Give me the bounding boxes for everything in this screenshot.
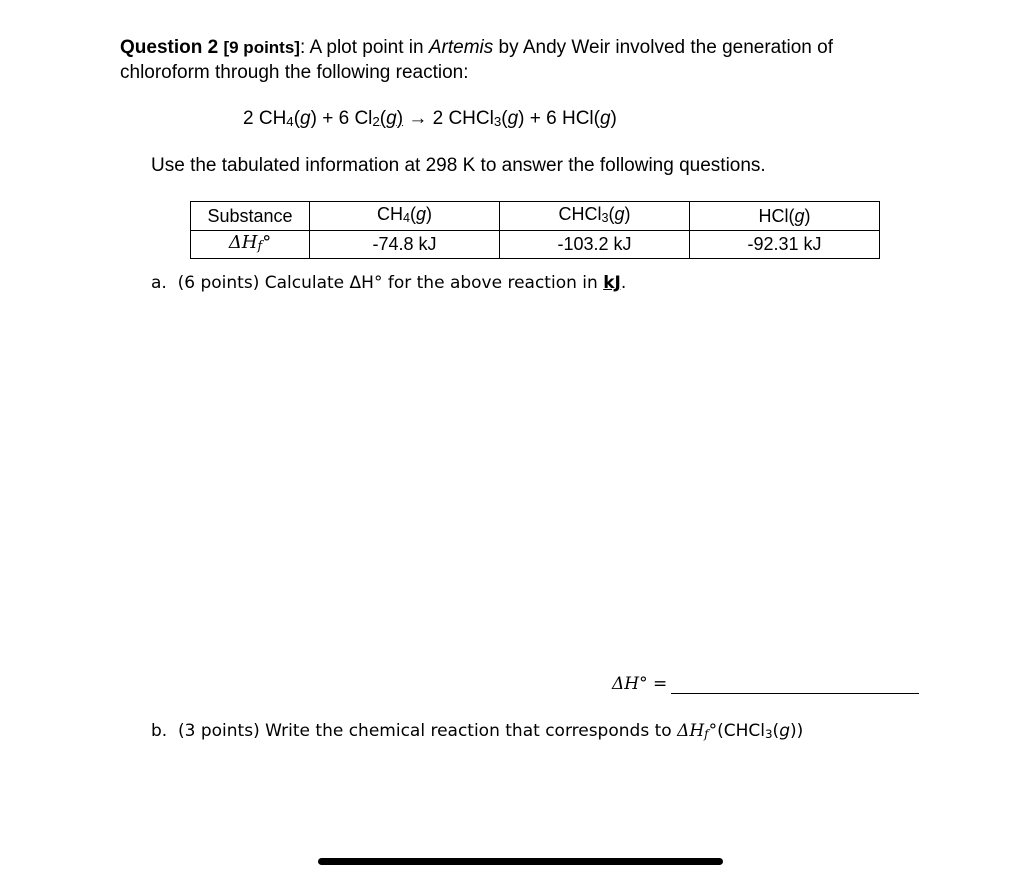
header-chcl3: CHCl$_3$(g) [500,202,690,231]
answer-label: ΔH° = [612,674,668,694]
chemical-equation: 2 $CH_4(g) + 6$ $Cl_2(g) \to 2$ CHCl$_3$(g) + 6 HCl(g) [243,108,617,129]
product-chcl3: 2 CHCl [432,108,494,129]
reactant-ch4: 2 CH [243,108,287,129]
part-a-question [151,273,626,293]
home-indicator-bar[interactable] [318,858,723,865]
reaction-arrow: → [408,108,428,129]
phase-g: g [300,108,311,129]
value-chcl3: -103.2 kJ [500,230,690,258]
header-substance: Substance [191,202,310,231]
instructions-text: Use the tabulated information at 298 K to answer the following questions. [151,155,766,176]
cl2-subscript: 2 [372,113,380,129]
header-hcl: HCl(g) [690,202,880,231]
value-ch4: -74.8 kJ [310,230,500,258]
phase-g: g [386,108,397,129]
table-value-row [191,230,880,258]
enthalpy-table [190,201,880,259]
value-hcl: -92.31 kJ [690,230,880,258]
reactant-cl2: 6 Cl [338,108,373,129]
part-a-marker: a. [151,273,167,293]
part-b-text: (3 points) Write the chemical reaction that corresponds to [178,721,678,741]
ch4-subscript: 4 [286,113,294,129]
answer-line [612,674,919,694]
part-a-text: (6 points) Calculate ΔH° for the above reaction in [177,273,604,293]
part-b-target: (CHCl$_3$(g)) [717,721,804,741]
phase-g: g [507,108,519,129]
chcl3-subscript: 3 [493,113,502,129]
phase-g: g [599,108,611,129]
row-label-dhf: $\Delta H_f^\circ$ [191,230,310,258]
book-title: Artemis [428,37,494,58]
question-points: [9 points] [223,38,300,57]
header-ch4: $CH_4(g)$ [310,202,500,231]
part-b-symbol: $\Delta H_f^\circ$ [677,721,718,741]
question-intro-1: : A plot point in [299,37,429,58]
part-b-question [151,721,803,741]
part-b-marker: b. [151,721,168,741]
question-label: Question 2 [120,37,219,58]
part-a-end: . [620,273,627,293]
answer-blank[interactable] [671,675,919,694]
product-hcl: 6 HCl [546,108,594,129]
question-heading [120,35,920,85]
question-intro-2: by Andy Weir involved the generation of chloroform through the following reaction: [120,37,833,83]
table-header-row [191,202,880,231]
part-a-unit: kJ [603,273,621,293]
